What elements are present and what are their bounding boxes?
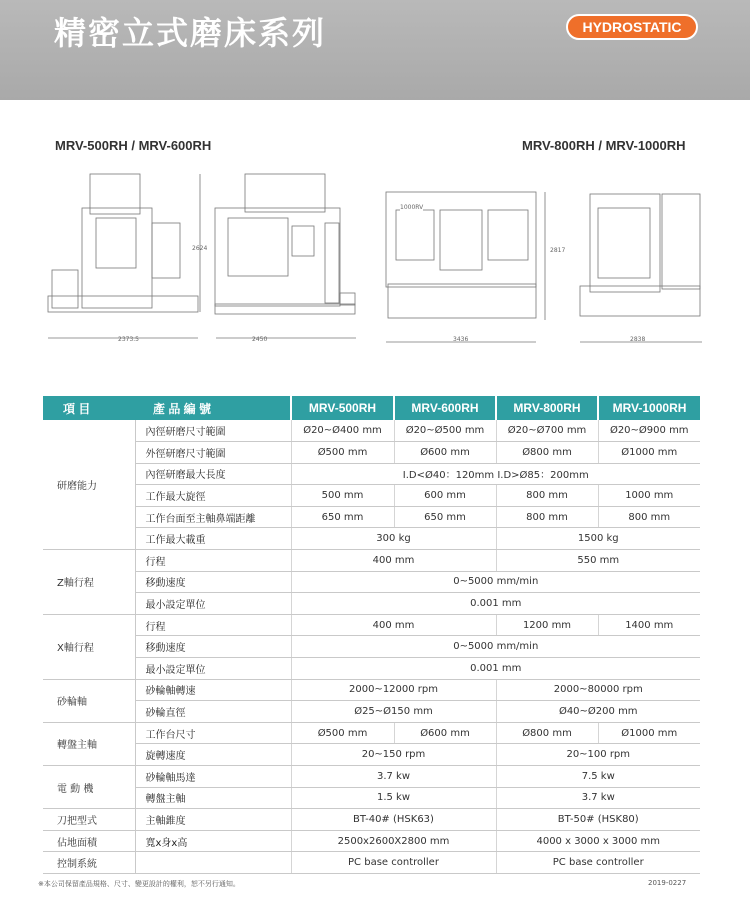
value-cell: 2000~12000 rpm [291, 679, 496, 701]
value-cell: 1.5 kw [291, 787, 496, 809]
category-cell: 電 動 機 [43, 766, 135, 809]
category-cell: 轉盤主軸 [43, 722, 135, 765]
models-left-title: MRV-500RH / MRV-600RH [55, 138, 212, 153]
table-row [43, 701, 700, 723]
feature-cell: 最小設定單位 [135, 658, 291, 680]
value-cell: 400 mm [291, 550, 496, 572]
value-cell: 2500x2600X2800 mm [291, 830, 496, 852]
value-cell: 0.001 mm [291, 593, 700, 615]
feature-cell: 移動速度 [135, 636, 291, 658]
value-cell: BT-50# (HSK80) [496, 809, 700, 831]
value-cell: 4000 x 3000 x 3000 mm [496, 830, 700, 852]
value-cell: 650 mm [394, 506, 496, 528]
dim-right-height: 2817 [550, 247, 566, 254]
spec-table [43, 396, 700, 874]
feature-cell: 內徑研磨尺寸範圍 [135, 420, 291, 442]
table-row [43, 614, 700, 636]
value-cell: 800 mm [598, 506, 700, 528]
value-cell: 300 kg [291, 528, 496, 550]
feature-cell: 砂輪直徑 [135, 701, 291, 723]
value-cell: 400 mm [291, 614, 496, 636]
table-row [43, 420, 700, 442]
table-row [43, 463, 700, 485]
value-cell: PC base controller [496, 852, 700, 874]
table-row [43, 809, 700, 831]
value-cell: 1000 mm [598, 485, 700, 507]
dim-left-front-width: 2373.5 [118, 336, 139, 343]
dim-left-side-width: 2450 [252, 336, 268, 343]
header-banner [0, 0, 750, 100]
feature-cell: 工作最大載重 [135, 528, 291, 550]
feature-cell: 工作最大旋徑 [135, 485, 291, 507]
value-cell: Ø500 mm [291, 722, 394, 744]
category-cell: 砂輪軸 [43, 679, 135, 722]
table-row [43, 766, 700, 788]
feature-cell: 主軸錐度 [135, 809, 291, 831]
table-row [43, 528, 700, 550]
value-cell: Ø600 mm [394, 722, 496, 744]
table-row [43, 744, 700, 766]
value-cell: 3.7 kw [291, 766, 496, 788]
value-cell: 7.5 kw [496, 766, 700, 788]
header-mrv1000: MRV-1000RH [598, 396, 700, 420]
machine-drawing-right [380, 180, 710, 350]
table-row [43, 852, 700, 874]
spec-table-header [43, 396, 700, 420]
value-cell: 600 mm [394, 485, 496, 507]
page-title: 精密立式磨床系列 [54, 14, 327, 52]
value-cell: 500 mm [291, 485, 394, 507]
value-cell: Ø20~Ø500 mm [394, 420, 496, 442]
value-cell: 550 mm [496, 550, 700, 572]
feature-cell [135, 852, 291, 874]
value-cell: Ø25~Ø150 mm [291, 701, 496, 723]
value-cell: 20~150 rpm [291, 744, 496, 766]
category-cell: Z軸行程 [43, 550, 135, 615]
category-cell: X軸行程 [43, 614, 135, 679]
value-cell: 800 mm [496, 485, 598, 507]
category-cell: 控制系統 [43, 852, 135, 874]
feature-cell: 旋轉速度 [135, 744, 291, 766]
header-mrv800: MRV-800RH [496, 396, 598, 420]
value-cell: Ø800 mm [496, 442, 598, 464]
category-cell: 刀把型式 [43, 809, 135, 831]
dim-right-front-width: 3436 [453, 336, 469, 343]
table-row [43, 442, 700, 464]
header-mrv500: MRV-500RH [291, 396, 394, 420]
header-product: 產 品 編 號 [135, 396, 291, 420]
doc-date: 2019-0227 [648, 879, 687, 887]
feature-cell: 最小設定單位 [135, 593, 291, 615]
value-cell: Ø800 mm [496, 722, 598, 744]
table-row [43, 506, 700, 528]
machine-drawing-left [40, 168, 370, 348]
value-cell: I.D<Ø40：120mm I.D>Ø85：200mm [291, 463, 700, 485]
feature-cell: 寬x身x高 [135, 830, 291, 852]
footnote: ※本公司保留產品規格、尺寸、變更設計的權利，恕不另行通知。 [38, 880, 240, 888]
feature-cell: 工作台面至主軸鼻端距離 [135, 506, 291, 528]
table-row [43, 787, 700, 809]
feature-cell: 內徑研磨最大長度 [135, 463, 291, 485]
value-cell: 800 mm [496, 506, 598, 528]
value-cell: 0~5000 mm/min [291, 636, 700, 658]
table-row [43, 679, 700, 701]
dim-left-height: 2624 [192, 245, 208, 252]
header-item: 項 目 [43, 396, 135, 420]
value-cell: 1200 mm [496, 614, 598, 636]
table-row [43, 571, 700, 593]
value-cell: 20~100 rpm [496, 744, 700, 766]
table-row [43, 722, 700, 744]
table-row [43, 830, 700, 852]
feature-cell: 外徑研磨尺寸範圍 [135, 442, 291, 464]
value-cell: 3.7 kw [496, 787, 700, 809]
value-cell: Ø500 mm [291, 442, 394, 464]
table-row [43, 485, 700, 507]
value-cell: Ø600 mm [394, 442, 496, 464]
value-cell: 0~5000 mm/min [291, 571, 700, 593]
value-cell: 0.001 mm [291, 658, 700, 680]
value-cell: Ø40~Ø200 mm [496, 701, 700, 723]
models-right-title: MRV-800RH / MRV-1000RH [522, 138, 686, 153]
feature-cell: 行程 [135, 550, 291, 572]
value-cell: 1400 mm [598, 614, 700, 636]
feature-cell: 砂輪軸轉速 [135, 679, 291, 701]
feature-cell: 砂輪軸馬達 [135, 766, 291, 788]
value-cell: Ø1000 mm [598, 722, 700, 744]
table-row [43, 550, 700, 572]
value-cell: Ø20~Ø400 mm [291, 420, 394, 442]
category-cell: 研磨能力 [43, 420, 135, 550]
table-row [43, 636, 700, 658]
feature-cell: 移動速度 [135, 571, 291, 593]
value-cell: BT-40# (HSK63) [291, 809, 496, 831]
value-cell: Ø1000 mm [598, 442, 700, 464]
value-cell: 1500 kg [496, 528, 700, 550]
feature-cell: 行程 [135, 614, 291, 636]
value-cell: PC base controller [291, 852, 496, 874]
drawing-panel-label: 1000RV [400, 204, 424, 211]
table-row [43, 593, 700, 615]
value-cell: 2000~80000 rpm [496, 679, 700, 701]
value-cell: Ø20~Ø900 mm [598, 420, 700, 442]
header-mrv600: MRV-600RH [394, 396, 496, 420]
category-cell: 佔地面積 [43, 830, 135, 852]
feature-cell: 轉盤主軸 [135, 787, 291, 809]
dim-right-side-width: 2838 [630, 336, 646, 343]
hydrostatic-badge: HYDROSTATIC [566, 14, 698, 40]
table-row [43, 658, 700, 680]
value-cell: 650 mm [291, 506, 394, 528]
feature-cell: 工作台尺寸 [135, 722, 291, 744]
value-cell: Ø20~Ø700 mm [496, 420, 598, 442]
